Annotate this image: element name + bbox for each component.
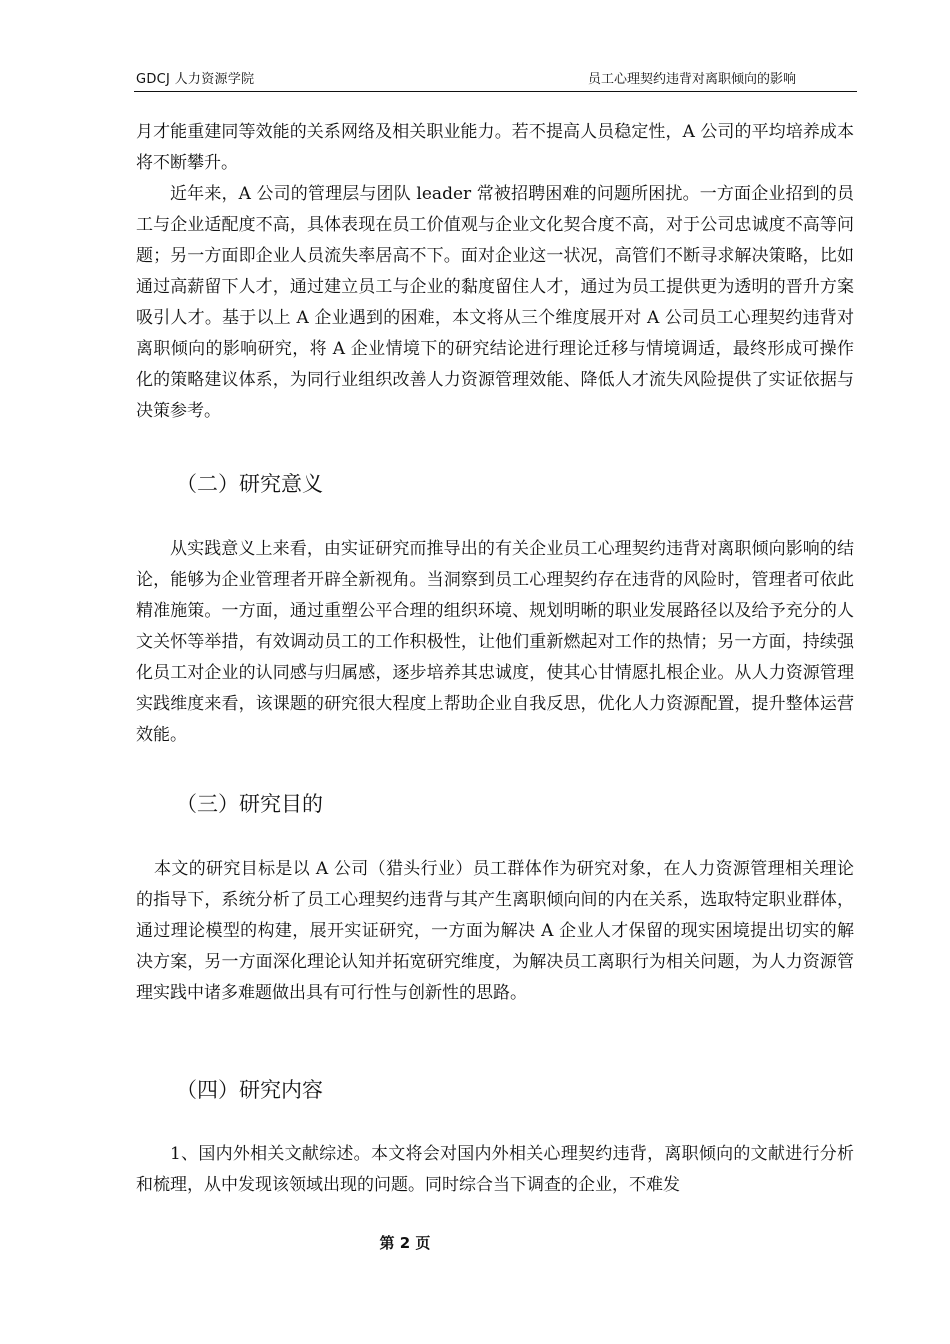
running-header — [136, 70, 856, 90]
paragraph-content: 1、国内外相关文献综述。本文将会对国内外相关心理契约违背，离职倾向的文献进行分析和梳理，从中发现该领域出现的问题。同时综合当下调查的企业，不难发 — [136, 1144, 854, 1195]
header-institution: GDCJ 人力资源学院 — [136, 72, 255, 87]
section-heading-content: （四）研究内容 — [176, 1078, 323, 1102]
page-number: 第 2 页 — [379, 1234, 431, 1252]
header-divider — [134, 91, 857, 92]
section-heading-significance: （二）研究意义 — [176, 472, 323, 496]
paragraph-background: 近年来，A 公司的管理层与团队 leader 常被招聘困难的问题所困扰。一方面企业招到的员工与企业适配度不高，具体表现在员工价值观与企业文化契合度不高，对于公司忠诚度不高等问题；另一方面即企业人员流失率居高不下。面对企业这一状况，高管们不断寻求解决策略，比如通过高薪留下人才，通过建立员工与企业的黏度留住人才，通过为员工提供更为透明的晋升方案吸引人才。基于以上 A 企业遇到的困难，本文将从三个维度展开对 A 公司员工心理契约违背对离职倾向的影响研究，将 A 企业情境下的研究结论进行理论迁移与情境调适，最终形成可操作化的策略建议体系，为同行业组织改善人力资源管理效能、降低人才流失风险提供了实证依据与决策参考。 — [136, 184, 854, 421]
header-title: 员工心理契约违背对离职倾向的影响 — [587, 72, 796, 87]
paragraph-purpose: 本文的研究目标是以 A 公司（猎头行业）员工群体作为研究对象，在人力资源管理相关理论的指导下，系统分析了员工心理契约违背与其产生离职倾向间的内在关系，选取特定职业群体，通过理论模型的构建，展开实证研究，一方面为解决 A 企业人才保留的现实困境提出切实的解决方案，另一方面深化理论认知并拓宽研究维度，为解决员工离职行为相关问题，为人力资源管理实践中诸多难题做出具有可行性与创新性的思路。 — [136, 859, 854, 1003]
paragraph-significance: 从实践意义上来看，由实证研究而推导出的有关企业员工心理契约违背对离职倾向影响的结论，能够为企业管理者开辟全新视角。当洞察到员工心理契约存在违背的风险时，管理者可依此精准施策。一方面，通过重塑公平合理的组织环境、规划明晰的职业发展路径以及给予充分的人文关怀等举措，有效调动员工的工作积极性，让他们重新燃起对工作的热情；另一方面，持续强化员工对企业的认同感与归属感，逐步培养其忠诚度，使其心甘情愿扎根企业。从人力资源管理实践维度来看，该课题的研究很大程度上帮助企业自我反思，优化人力资源配置，提升整体运营效能。 — [136, 539, 854, 745]
paragraph-continuation: 月才能重建同等效能的关系网络及相关职业能力。若不提高人员稳定性，A 公司的平均培养成本将不断攀升。 — [136, 122, 854, 173]
section-heading-purpose: （三）研究目的 — [176, 792, 323, 816]
